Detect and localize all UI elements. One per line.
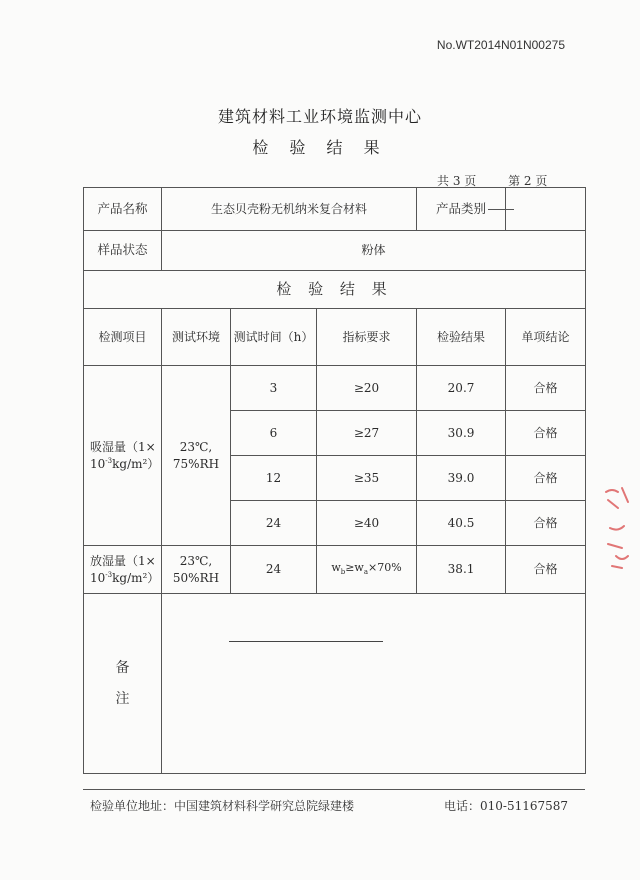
moisture-release-item: 放湿量（1× $10^{-3}kg/m^2$） [84, 546, 162, 594]
table-row [84, 546, 586, 594]
result-cell: 38.1 [417, 546, 506, 594]
requirement-cell: ≥40 [317, 501, 417, 546]
sample-state-row [84, 231, 586, 271]
signature-line [229, 641, 383, 642]
report-title: 检 验 结 果 [252, 138, 388, 157]
footer-address: 检验单位地址：中国建筑材料科学研究总院绿建楼 [90, 799, 355, 813]
product-name-value: 生态贝壳粉无机纳米复合材料 [162, 188, 417, 231]
organization-name: 建筑材料工业环境监测中心 [217, 107, 422, 126]
moisture-absorption-item: 吸湿量（1× $10^{-3}kg/m^2$） [84, 366, 162, 546]
time-cell: 6 [231, 411, 317, 456]
col-header-item: 检测项目 [84, 309, 162, 366]
total-pages: 共 3 页 [437, 174, 477, 188]
results-table [83, 187, 586, 774]
product-name-label: 产品名称 [84, 188, 162, 231]
sample-state-label: 样品状态 [84, 231, 162, 271]
results-title-row [84, 271, 586, 309]
remarks-content [162, 594, 586, 774]
result-cell: 20.7 [417, 366, 506, 411]
moisture-release-environment: 23℃, 50%RH [162, 546, 231, 594]
column-header-row [84, 309, 586, 366]
sample-state-value: 粉体 [162, 231, 586, 271]
requirement-cell: ≥27 [317, 411, 417, 456]
product-category-value [506, 188, 586, 231]
footer-divider [83, 789, 585, 790]
conclusion-cell: 合格 [506, 456, 586, 501]
col-header-conclusion: 单项结论 [506, 309, 586, 366]
results-section-title: 检 验 结 果 [84, 271, 586, 309]
result-cell: 40.5 [417, 501, 506, 546]
requirement-cell: ≥20 [317, 366, 417, 411]
category-dash [488, 209, 514, 210]
time-cell: 24 [231, 546, 317, 594]
remarks-label: 备 注 [84, 594, 162, 774]
table-row [84, 366, 586, 411]
remarks-row [84, 594, 586, 774]
document-number: No.WT2014N01N00275 [436, 38, 565, 52]
seal-stamp-fragment [598, 478, 638, 578]
product-category-label: 产品类别 [417, 188, 506, 231]
requirement-cell: $w_b\ge w_a\times 70\%$ [317, 546, 417, 594]
col-header-time: 测试时间（h） [231, 309, 317, 366]
col-header-result: 检验结果 [417, 309, 506, 366]
conclusion-cell: 合格 [506, 366, 586, 411]
time-cell: 12 [231, 456, 317, 501]
time-cell: 24 [231, 501, 317, 546]
conclusion-cell: 合格 [506, 501, 586, 546]
col-header-requirement: 指标要求 [317, 309, 417, 366]
col-header-environment: 测试环境 [162, 309, 231, 366]
time-cell: 3 [231, 366, 317, 411]
conclusion-cell: 合格 [506, 411, 586, 456]
result-cell: 30.9 [417, 411, 506, 456]
moisture-absorption-environment: 23℃, 75%RH [162, 366, 231, 546]
current-page: 第 2 页 [508, 174, 548, 188]
conclusion-cell: 合格 [506, 546, 586, 594]
requirement-cell: ≥35 [317, 456, 417, 501]
footer-phone: 电话：010-51167587 [444, 799, 569, 813]
result-cell: 39.0 [417, 456, 506, 501]
